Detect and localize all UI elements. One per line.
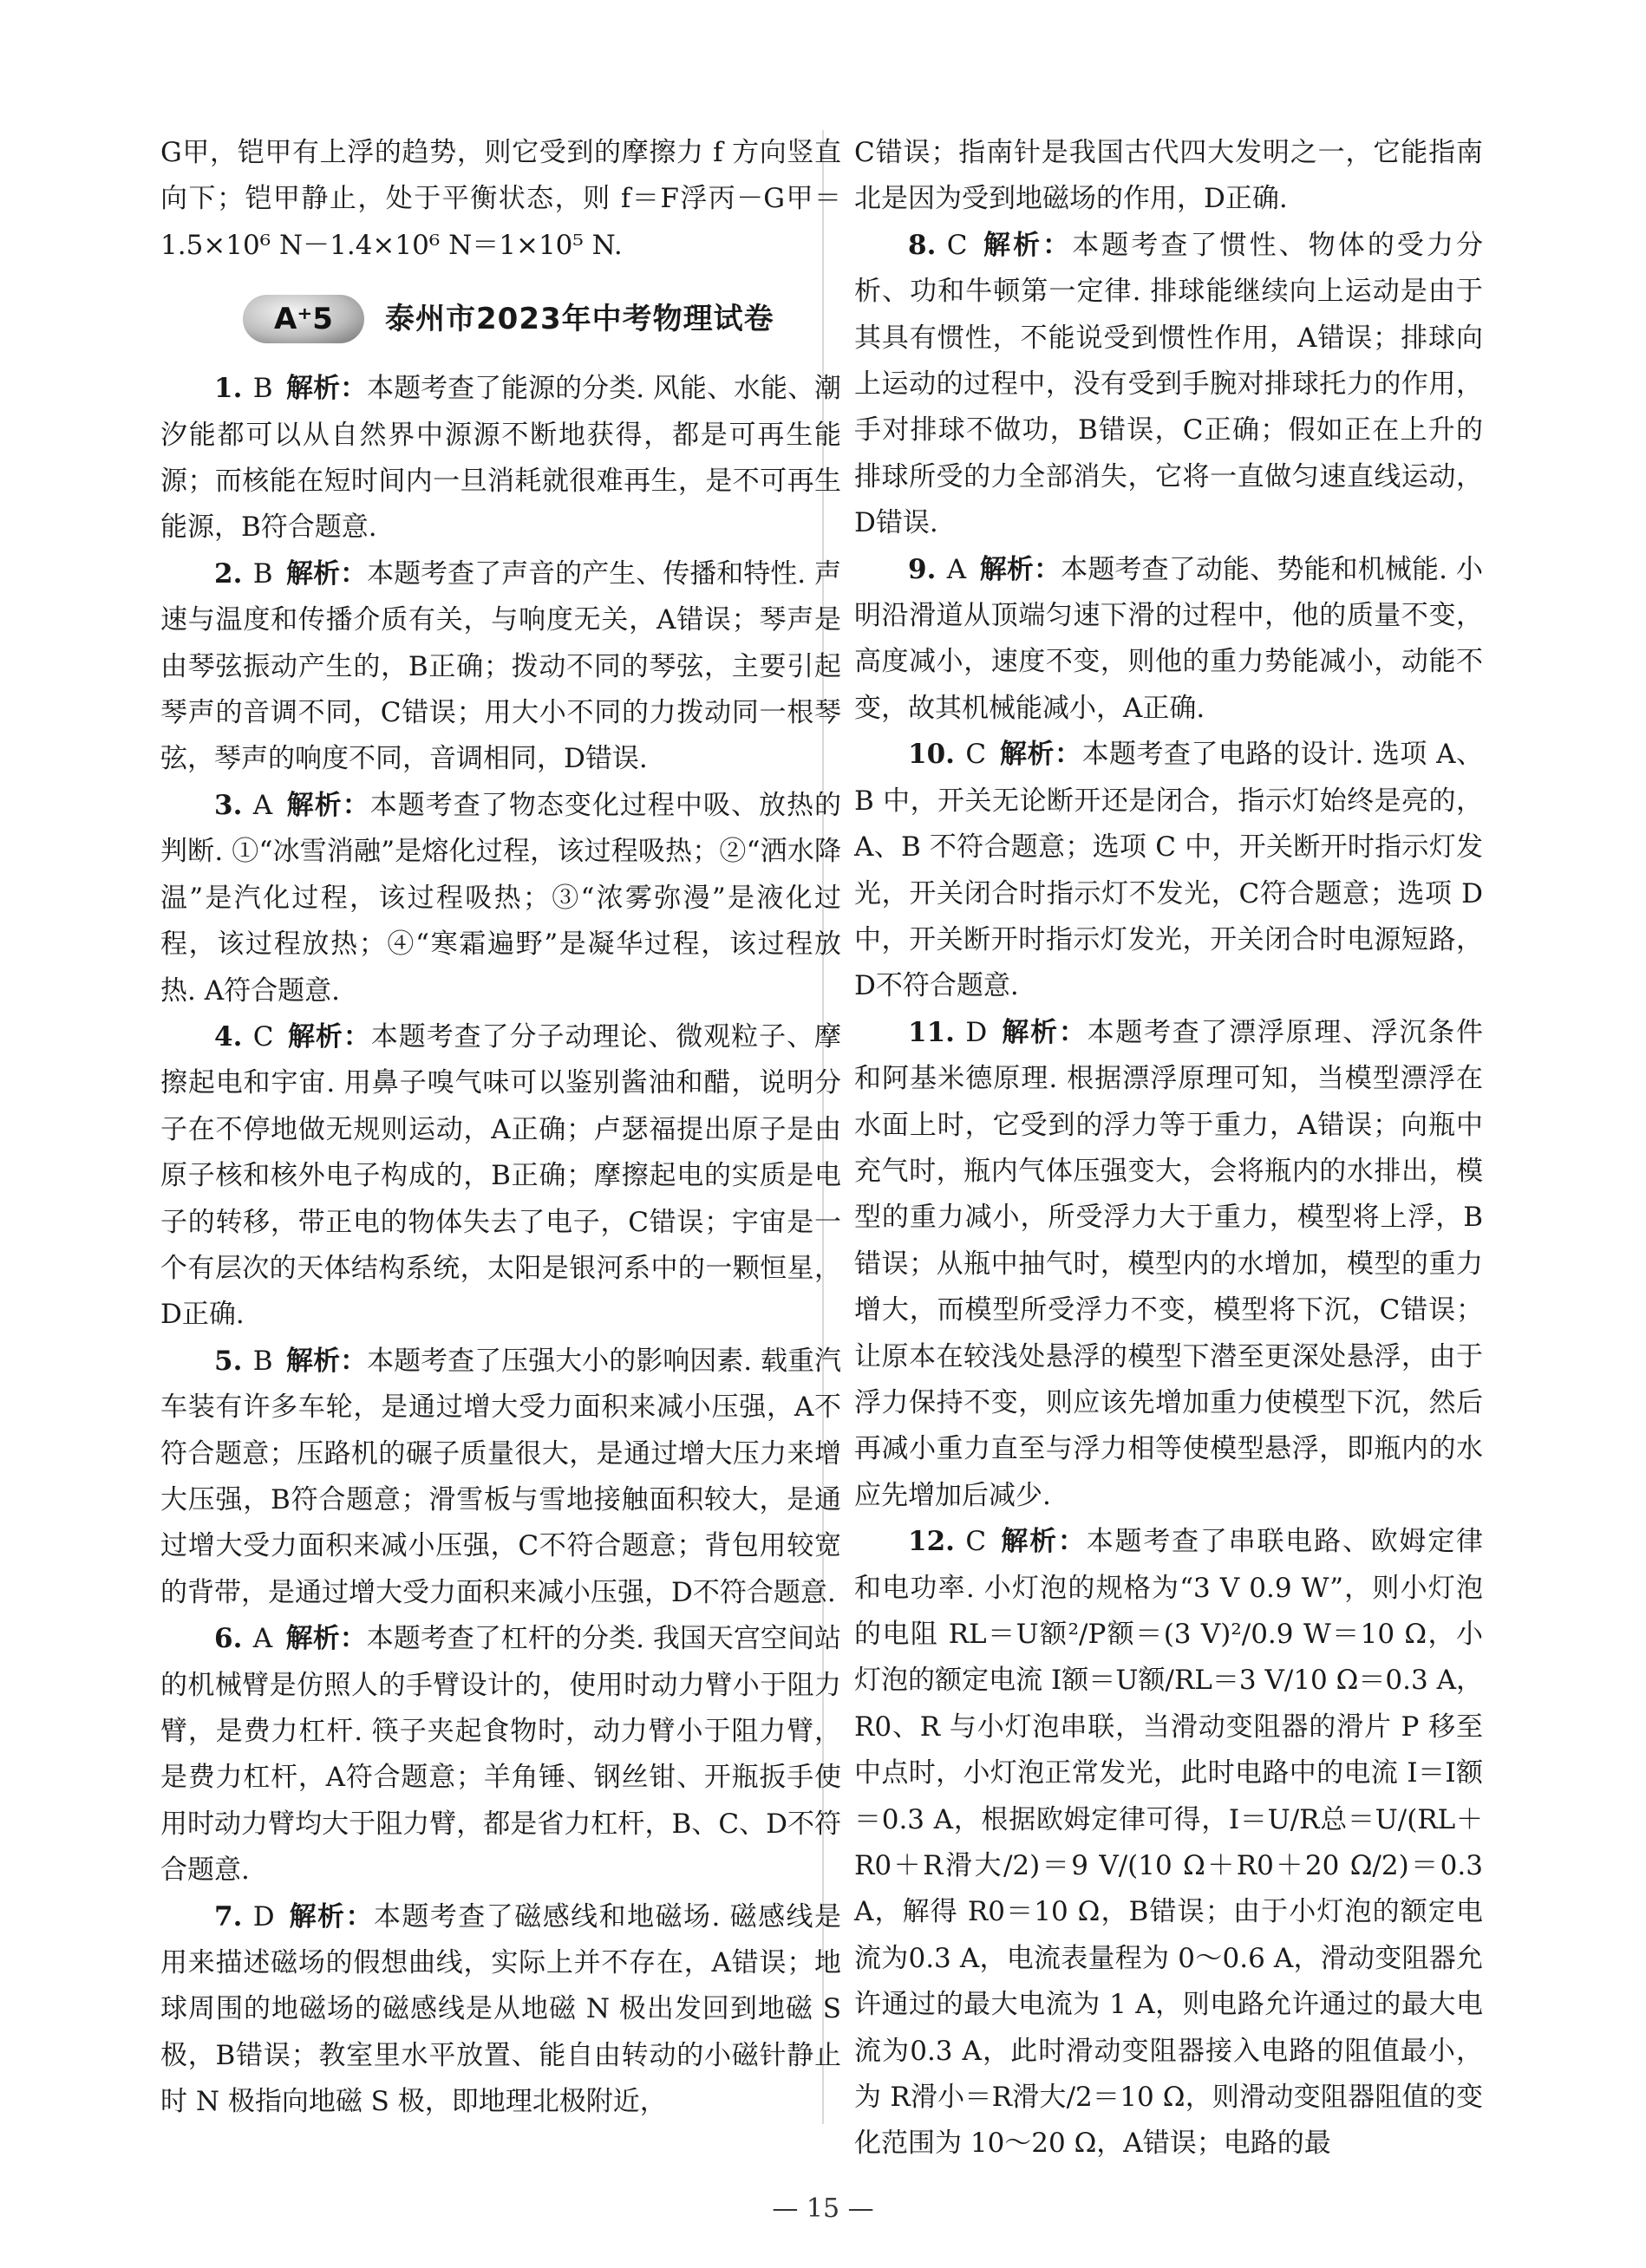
continuation-paragraph: C错误；指南针是我国古代四大发明之一，它能指南北是因为受到地磁场的作用，D正确. <box>854 137 1483 215</box>
item-number: 4. <box>214 1020 243 1053</box>
item-keyword: 解析： <box>286 1345 368 1377</box>
answer-item <box>160 783 841 1014</box>
item-keyword: 解析： <box>286 373 368 405</box>
item-text: 本题考查了动能、势能和机械能. 小明沿滑道从顶端匀速下滑的过程中，他的质量不变，高度减小，速度不变，则他的重力势能减小，动能不变，故其机械能减小，A正确. <box>854 553 1483 724</box>
answer-item <box>160 1339 841 1616</box>
item-keyword: 解析： <box>285 789 370 821</box>
item-keyword: 解析： <box>979 553 1061 585</box>
item-text: 本题考查了声音的产生、传播和特性. 声速与温度和传播介质有关，与响度无关，A错误；琴声是由琴弦振动产生的，B正确；拨动不同的琴弦，主要引起琴声的音调不同，C错误；用大小不同的力拨动同一根琴弦，琴声的响度不同，音调相同，D错误. <box>160 557 841 775</box>
item-keyword: 解析： <box>981 229 1073 261</box>
item-answer: C <box>965 739 987 771</box>
item-keyword: 解析： <box>288 1900 374 1932</box>
item-number: 12. <box>908 1526 955 1558</box>
answer-item <box>160 366 841 551</box>
left-column <box>160 130 841 2126</box>
item-number: 2. <box>214 557 243 590</box>
section-badge: A⁺5 <box>243 295 364 343</box>
item-answer: D <box>965 1016 988 1048</box>
item-keyword: 解析： <box>999 739 1082 771</box>
right-column <box>854 130 1483 2167</box>
item-text: 本题考查了惯性、物体的受力分析、功和牛顿第一定律. 排球能继续向上运动是由于其具有惯性，不能说受到惯性作用，A错误；排球向上运动的过程中，没有受到手腕对排球托力的作用，手对排球不做功，B错误，C正确；假如正在上升的排球所受的力全部消失，它将一直做匀速直线运动，D错误. <box>854 229 1484 539</box>
item-text: 本题考查了物态变化过程中吸、放热的判断. ①“冰雪消融”是熔化过程，该过程吸热；②“洒水降温”是汽化过程，该过程吸热；③“浓雾弥漫”是液化过程，该过程放热；④“寒霜遍野”是凝华过程，该过程放热. A符合题意. <box>160 789 842 1007</box>
right-items <box>854 223 1483 2167</box>
item-number: 6. <box>214 1623 243 1655</box>
section-header <box>160 284 841 354</box>
intro-paragraph: G甲，铠甲有上浮的趋势，则它受到的摩擦力 f 方向竖直向下；铠甲静止，处于平衡状态，则 f＝F浮丙－G甲＝1.5×10⁶ N－1.4×10⁶ N＝1×10⁵ N. <box>160 137 841 261</box>
item-text: 本题考查了串联电路、欧姆定律和电功率. 小灯泡的规格为“3 V 0.9 W”，则小灯泡的电阻 RL＝U额²/P额＝(3 V)²/0.9 W＝10 Ω，小灯泡的额定电流 I额＝U额/RL＝3 V/10 Ω＝0.3 A，R0、R 与小灯泡串联，当滑动变阻器的滑片 P 移至中点时，小灯泡正常发光，此时电路中的电流 I＝I额＝0.3 A，根据欧姆定律可得，I＝U/R总＝U/(RL＋R0＋R滑大/2)＝9 V/(10 Ω＋R0＋20 Ω/2)＝0.3 A，解得 R0＝10 Ω，B错误；由于小灯泡的额定电流为0.3 A，电流表量程为 0～0.6 A，滑动变阻器允许通过的最大电流为 1 A，则电路允许通过的最大电流为0.3 A，此时滑动变阻器接入电路的阻值最小，为 R滑小＝R滑大/2＝10 Ω，则滑动变阻器阻值的变化范围为 10～20 Ω，A错误；电路的最 <box>854 1526 1484 2160</box>
item-number: 7. <box>214 1900 243 1932</box>
item-text: 本题考查了能源的分类. 风能、水能、潮汐能都可以从自然界中源源不断地获得，都是可再生能源；而核能在短时间内一旦消耗就很难再生，是不可再生能源，B符合题意. <box>160 373 841 544</box>
item-answer: D <box>252 1900 275 1932</box>
item-answer: C <box>946 229 968 261</box>
item-text: 本题考查了磁感线和地磁场. 磁感线是用来描述磁场的假想曲线，实际上并不存在，A错误；地球周围的地磁场的磁感线是从地磁 N 极出发回到地磁 S 极，B错误；教室里水平放置、能自由转动的小磁针静止时 N 极指向地磁 S 极，即地理北极附近， <box>160 1900 842 2118</box>
item-number: 5. <box>214 1345 243 1377</box>
item-answer: B <box>252 1345 273 1377</box>
answer-item <box>854 547 1483 733</box>
answer-item <box>160 1616 841 1893</box>
item-text: 本题考查了分子动理论、微观粒子、摩擦起电和宇宙. 用鼻子嗅气味可以鉴别酱油和醋，说明分子在不停地做无规则运动，A正确；卢瑟福提出原子是由原子核和核外电子构成的，B正确；摩擦起电的实质是电子的转移，带正电的物体失去了电子，C错误；宇宙是一个有层次的天体结构系统，太阳是银河系中的一颗恒星，D正确. <box>160 1020 842 1331</box>
item-number: 3. <box>214 789 243 821</box>
item-answer: C <box>252 1020 274 1053</box>
answer-item <box>160 1014 841 1339</box>
item-answer: A <box>252 1623 273 1655</box>
section-title: 泰州市2023年中考物理试卷 <box>385 301 774 336</box>
item-keyword: 解析： <box>287 1020 371 1053</box>
item-answer: B <box>252 557 273 590</box>
item-number: 10. <box>908 739 955 771</box>
item-text: 本题考查了杠杆的分类. 我国天宫空间站的机械臂是仿照人的手臂设计的，使用时动力臂小于阻力臂，是费力杠杆. 筷子夹起食物时，动力臂小于阻力臂，是费力杠杆，A符合题意；羊角锤、钢丝钳、开瓶扳手使用时动力臂均大于阻力臂，都是省力杠杆，B、C、D不符合题意. <box>160 1623 841 1887</box>
answer-item <box>854 732 1483 1009</box>
item-number: 1. <box>214 373 243 405</box>
item-keyword: 解析： <box>1000 1016 1088 1048</box>
item-text: 本题考查了电路的设计. 选项 A、B 中，开关无论断开还是闭合，指示灯始终是亮的，A、B 不符合题意；选项 C 中，开关断开时指示灯发光，开关闭合时指示灯不发光，C符合题意；选项 D 中，开关断开时指示灯发光，开关闭合时电源短路，D不符合题意. <box>854 739 1483 1002</box>
item-answer: C <box>965 1526 987 1558</box>
answer-item <box>160 1894 841 2126</box>
item-answer: B <box>252 373 273 405</box>
answer-item <box>854 223 1483 547</box>
answer-item <box>160 551 841 783</box>
left-items <box>160 366 841 2125</box>
item-answer: A <box>252 789 273 821</box>
item-keyword: 解析： <box>285 1623 367 1655</box>
answer-item <box>854 1010 1483 1519</box>
item-keyword: 解析： <box>286 557 368 590</box>
item-keyword: 解析： <box>999 1526 1087 1558</box>
item-answer: A <box>946 553 967 585</box>
item-text: 本题考查了漂浮原理、浮沉条件和阿基米德原理. 根据漂浮原理可知，当模型漂浮在水面上时，它受到的浮力等于重力，A错误；向瓶中充气时，瓶内气体压强变大，会将瓶内的水排出，模型的重力减小，所受浮力大于重力，模型将上浮，B错误；从瓶中抽气时，模型内的水增加，模型的重力增大，而模型所受浮力不变，模型将下沉，C错误；让原本在较浅处悬浮的模型下潜至更深处悬浮，由于浮力保持不变，则应该先增加重力使模型下沉，然后再减小重力直至与浮力相等使模型悬浮，即瓶内的水应先增加后减少. <box>854 1016 1484 1511</box>
page-number: — 15 — <box>772 2193 874 2224</box>
item-text: 本题考查了压强大小的影响因素. 载重汽车装有许多车轮，是通过增大受力面积来减小压强，A不符合题意；压路机的碾子质量很大，是通过增大压力来增大压强，B符合题意；滑雪板与雪地接触面积较大，是通过增大受力面积来减小压强，C不符合题意；背包用较宽的背带，是通过增大受力面积来减小压强，D不符合题意. <box>160 1345 841 1608</box>
answer-item <box>854 1519 1483 2167</box>
item-number: 11. <box>908 1016 955 1048</box>
item-number: 9. <box>908 553 937 585</box>
item-number: 8. <box>908 229 937 261</box>
